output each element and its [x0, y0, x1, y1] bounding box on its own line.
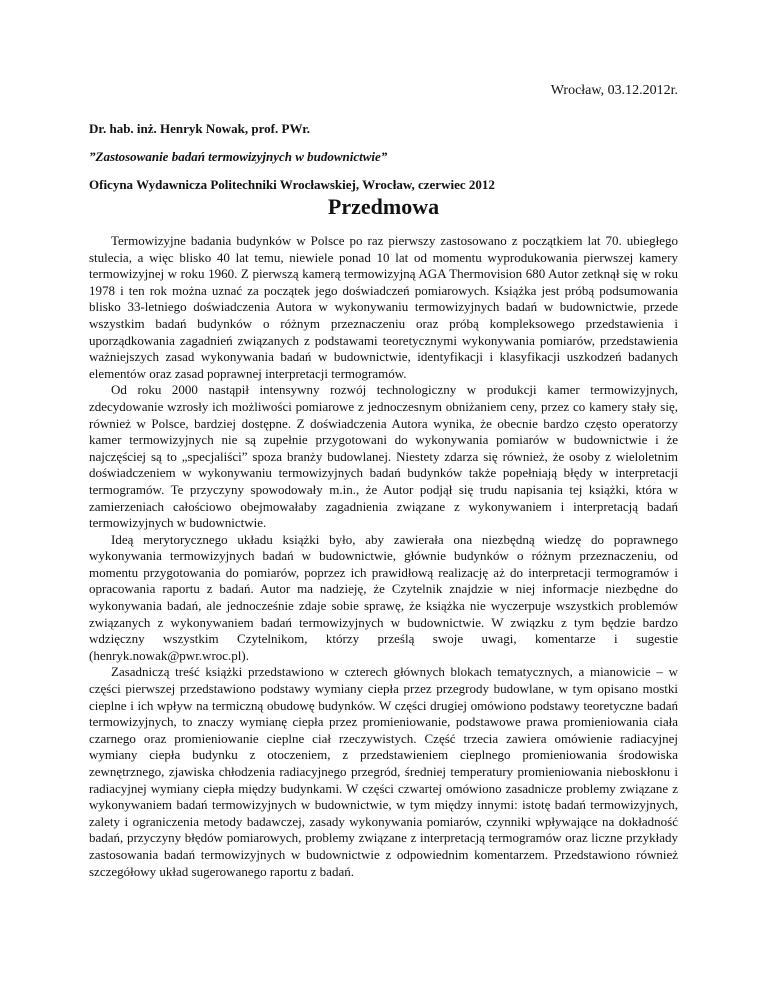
paragraph: Termowizyjne badania budynków w Polsce po raz pierwszy zastosowano z początkiem lat 70. ubiegłego stulecia, a więc blisko 40 lat temu, niewiele ponad 10 lat od momentu wyprodukowania pierwszej kamery termowizyjnej w roku 1960. Z pierwszą kamerą termowizyjną AGA Thermovision 680 Autor zetknął się w roku 1978 i ten rok można uznać za początek jego doświadczeń pomiarowych. Książka jest próbą podsumowania blisko 33-letniego doświadczenia Autora w wykonywaniu termowizyjnych badań w budownictwie, przede wszystkim badań budynków o różnym przeznaczeniu oraz próbą kompleksowego przedstawienia i uporządkowania zagadnień związanych z podstawami teoretycznymi wykonywania pomiarów, przedstawienia ważniejszych zasad wykonywania badań w budownictwie, identyfikacji i klasyfikacji uszkodzeń badanych elementów oraz zasad poprawnej interpretacji termogramów. — [89, 233, 678, 381]
publisher-line: Oficyna Wydawnicza Politechniki Wrocławskiej, Wrocław, czerwiec 2012 — [89, 177, 495, 192]
paragraph: Od roku 2000 nastąpił intensywny rozwój technologiczny w produkcji kamer termowizyjnych, zdecydowanie wzrosły ich możliwości pomiarowe z jednoczesnym obniżaniem ceny, przez co kamery stały się, również w Polsce, bardziej dostępne. Z doświadczenia Autora wynika, że obecnie bardzo często operatorzy kamer termowizyjnych nie są zupełnie przygotowani do wykonywania pomiarów w budownictwie i że najczęściej są to „specjaliści” spoza branży budowlanej. Niestety zdarza się również, że osoby z wieloletnim doświadczeniem w wykonywaniu termowizyjnych badań budynków także popełniają błędy w interpretacji termogramów. Te przyczyny spowodowały m.in., że Autor podjął się trudu napisania tej książki, która w zamierzeniach całościowo obejmowałaby zagadnienia związane z wykonywaniem i interpretacją badań termowizyjnych w budownictwie. — [89, 382, 678, 531]
page-title: Przedmowa — [327, 194, 440, 219]
date-line: Wrocław, 03.12.2012r. — [550, 83, 678, 98]
author-line: Dr. hab. inż. Henryk Nowak, prof. PWr. — [89, 121, 311, 136]
paragraph: Zasadniczą treść książki przedstawiono w czterech głównych blokach tematycznych, a mianowicie – w części pierwszej przedstawiono podstawy wymiany ciepła przez przegrody budowlane, w tym opisano mostki cieplne i ich wpływ na termiczną obudowę budynków. W części drugiej omówiono podstawy teoretyczne badań termowizyjnych, to znaczy wymianę ciepła przez promieniowanie, podstawowe prawa promieniowania ciała czarnego oraz promieniowanie cieplne ciał rzeczywistych. Część trzecia zawiera omówienie radiacyjnej wymiany ciepła budynku z otoczeniem, z przedstawieniem cieplnego promieniowania środowiska zewnętrznego, zjawiska chłodzenia radiacyjnego przegród, średniej temperatury promieniowania nieboskłonu i radiacyjnej wymiany ciepła między budynkami. W części czwartej omówiono zasadnicze problemy związane z wykonywaniem badań termowizyjnych w budownictwie, w tym między innymi: istotę badań termowizyjnych, zalety i ograniczenia metody badawczej, zasady wykonywania pomiarów, czynniki wpływające na dokładność badań, przyczyny błędów pomiarowych, problemy związane z interpretacją termogramów oraz liczne przykłady zastosowania badań termowizyjnych w budownictwie z odpowiednim komentarzem. Przedstawiono również szczegółowy układ sugerowanego raportu z badań. — [89, 664, 678, 879]
book-title: ”Zastosowanie badań termowizyjnych w budownictwie” — [89, 149, 388, 164]
paragraph: Ideą merytorycznego układu książki było, aby zawierała ona niezbędną wiedzę do poprawnego wykonywania termowizyjnych badań w budownictwie, głównie budynków o różnym przeznaczeniu, od momentu przygotowania do pomiarów, poprzez ich prawidłową realizację aż do interpretacji termogramów i opracowania raportu z badań. Autor ma nadzieję, że Czytelnik znajdzie w niej informacje niezbędne do wykonywania badań, ale jednocześnie zdaje sobie sprawę, że książka nie wyczerpuje wszystkich problemów związanych z wykonywaniem badań termowizyjnych w budownictwie. W związku z tym będzie bardzo wdzięczny wszystkim Czytelnikom, którzy prześlą swoje uwagi, komentarze i sugestie (henryk.nowak@pwr.wroc.pl). — [89, 531, 678, 663]
body-text — [89, 233, 678, 880]
